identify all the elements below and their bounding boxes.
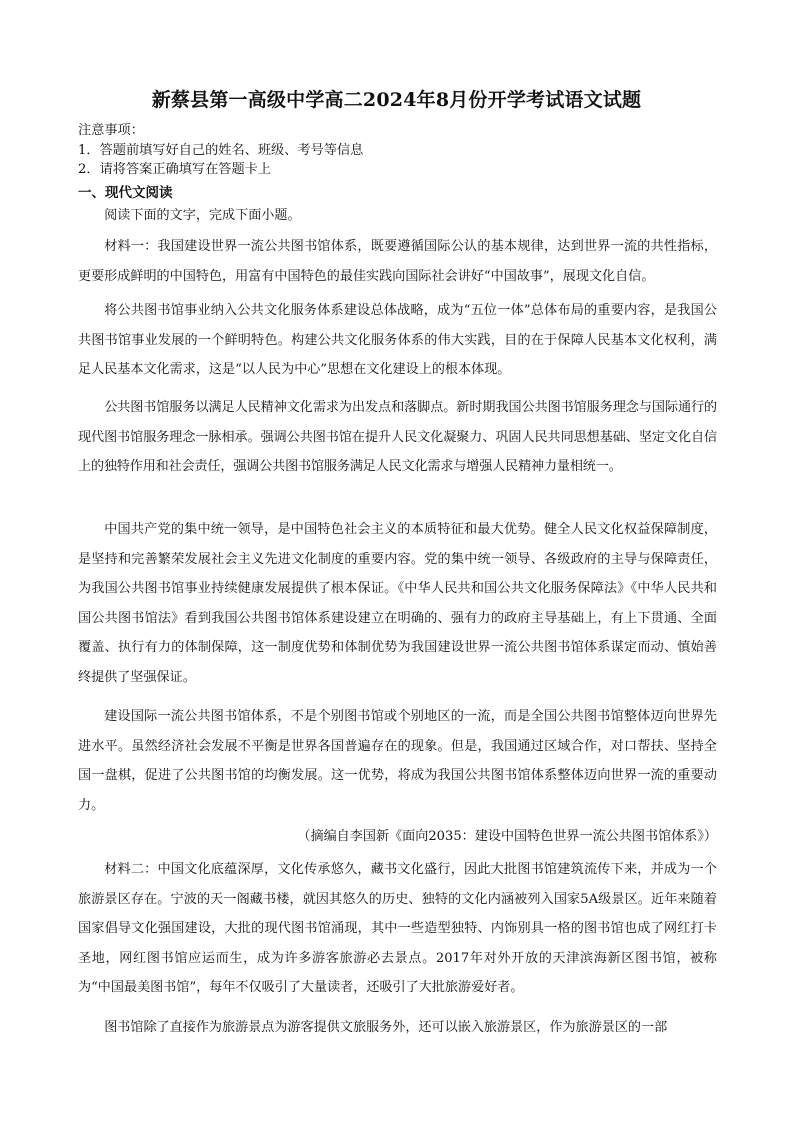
notice-block xyxy=(78,121,363,180)
reading-instruction: 阅读下面的文字，完成下面小题。 xyxy=(104,208,301,223)
paragraph-material-two: 材料二：中国文化底蕴深厚，文化传承悠久，藏书文化盛行，因此大批图书馆建筑流传下来，并成为一个旅游景区存在。宁波的天一阁藏书楼，就因其悠久的历史、独特的文化内涵被列入国家5A级景区。近年来随着国家倡导文化强国建设，大批的现代图书馆涌现，其中一些造型独特、内饰别具一格的图书馆也成了网红打卡圣地，网红图书馆应运而生，成为许多游客旅游必去景点。2017年对外开放的天津滨海新区图书馆，被称为“中国最美图书馆”，每年不仅吸引了大量读者，还吸引了大批旅游爱好者。 xyxy=(78,862,717,996)
paragraph: 将公共图书馆事业纳入公共文化服务体系建设总体战略，成为“五位一体”总体布局的重要内容，是我国公共图书馆事业发展的一个鲜明特色。构建公共文化服务体系的伟大实践，目的在于保障人民基本文化权利，满足人民基本文化需求，这是“以人民为中心”思想在文化建设上的根本体现。 xyxy=(78,303,717,378)
notice-item: 2．请将答案正确填写在答题卡上 xyxy=(78,162,272,177)
page-title: 新蔡县第一高级中学高二2024年8月份开学考试语文试题 xyxy=(151,89,642,111)
paragraph: 中国共产党的集中统一领导，是中国特色社会主义的本质特征和最大优势。健全人民文化权益保障制度，是坚持和完善繁荣发展社会主义先进文化制度的重要内容。党的集中统一领导、各级政府的主导与保障责任，为我国公共图书馆事业持续健康发展提供了根本保证。《中华人民共和国公共文化服务保障法》《中华人民共和国公共图书馆法》看到我国公共图书馆体系建设建立在明确的、强有力的政府主导基础上，有上下贯通、全面覆盖、执行有力的体制保障，这一制度优势和体制优势为我国建设世界一流公共图书馆体系谋定而动、慎始善终提供了坚强保证。 xyxy=(78,522,717,685)
section-heading: 一、现代文阅读 xyxy=(78,185,173,201)
paragraph: 建设国际一流公共图书馆体系，不是个别图书馆或个别地区的一流，而是全国公共图书馆整体迈向世界先进水平。虽然经济社会发展不平衡是世界各国普遍存在的现象。但是，我国通过区域合作，对口帮扶、坚持全国一盘棋，促进了公共图书馆的均衡发展。这一优势，将成为我国公共图书馆体系整体迈向世界一流的重要动力。 xyxy=(78,709,717,813)
notice-item: 1．答题前填写好自己的姓名、班级、考号等信息 xyxy=(78,142,364,158)
paragraph: 图书馆除了直接作为旅游景点为游客提供文旅服务外，还可以嵌入旅游景区，作为旅游景区的一部 xyxy=(104,1020,668,1035)
source-citation: （摘编自李国新《面向2035：建设中国特色世界一流公共图书馆体系》） xyxy=(297,829,717,844)
notice-heading: 注意事项： xyxy=(78,123,144,138)
paragraph-material-one: 材料一：我国建设世界一流公共图书馆体系，既要遵循国际公认的基本规律，达到世界一流的共性指标，更要形成鲜明的中国特色，用富有中国特色的最佳实践向国际社会讲好“中国故事”，展现文化自信。 xyxy=(78,239,717,284)
paragraph: 公共图书馆服务以满足人民精神文化需求为出发点和落脚点。新时期我国公共图书馆服务理念与国际通行的现代图书馆服务理念一脉相承。强调公共图书馆在提升人民文化凝聚力、巩固人民共同思想基础、坚定文化自信上的独特作用和社会责任，强调公共图书馆服务满足人民文化需求与增强人民精神力量相统一。 xyxy=(78,400,717,475)
